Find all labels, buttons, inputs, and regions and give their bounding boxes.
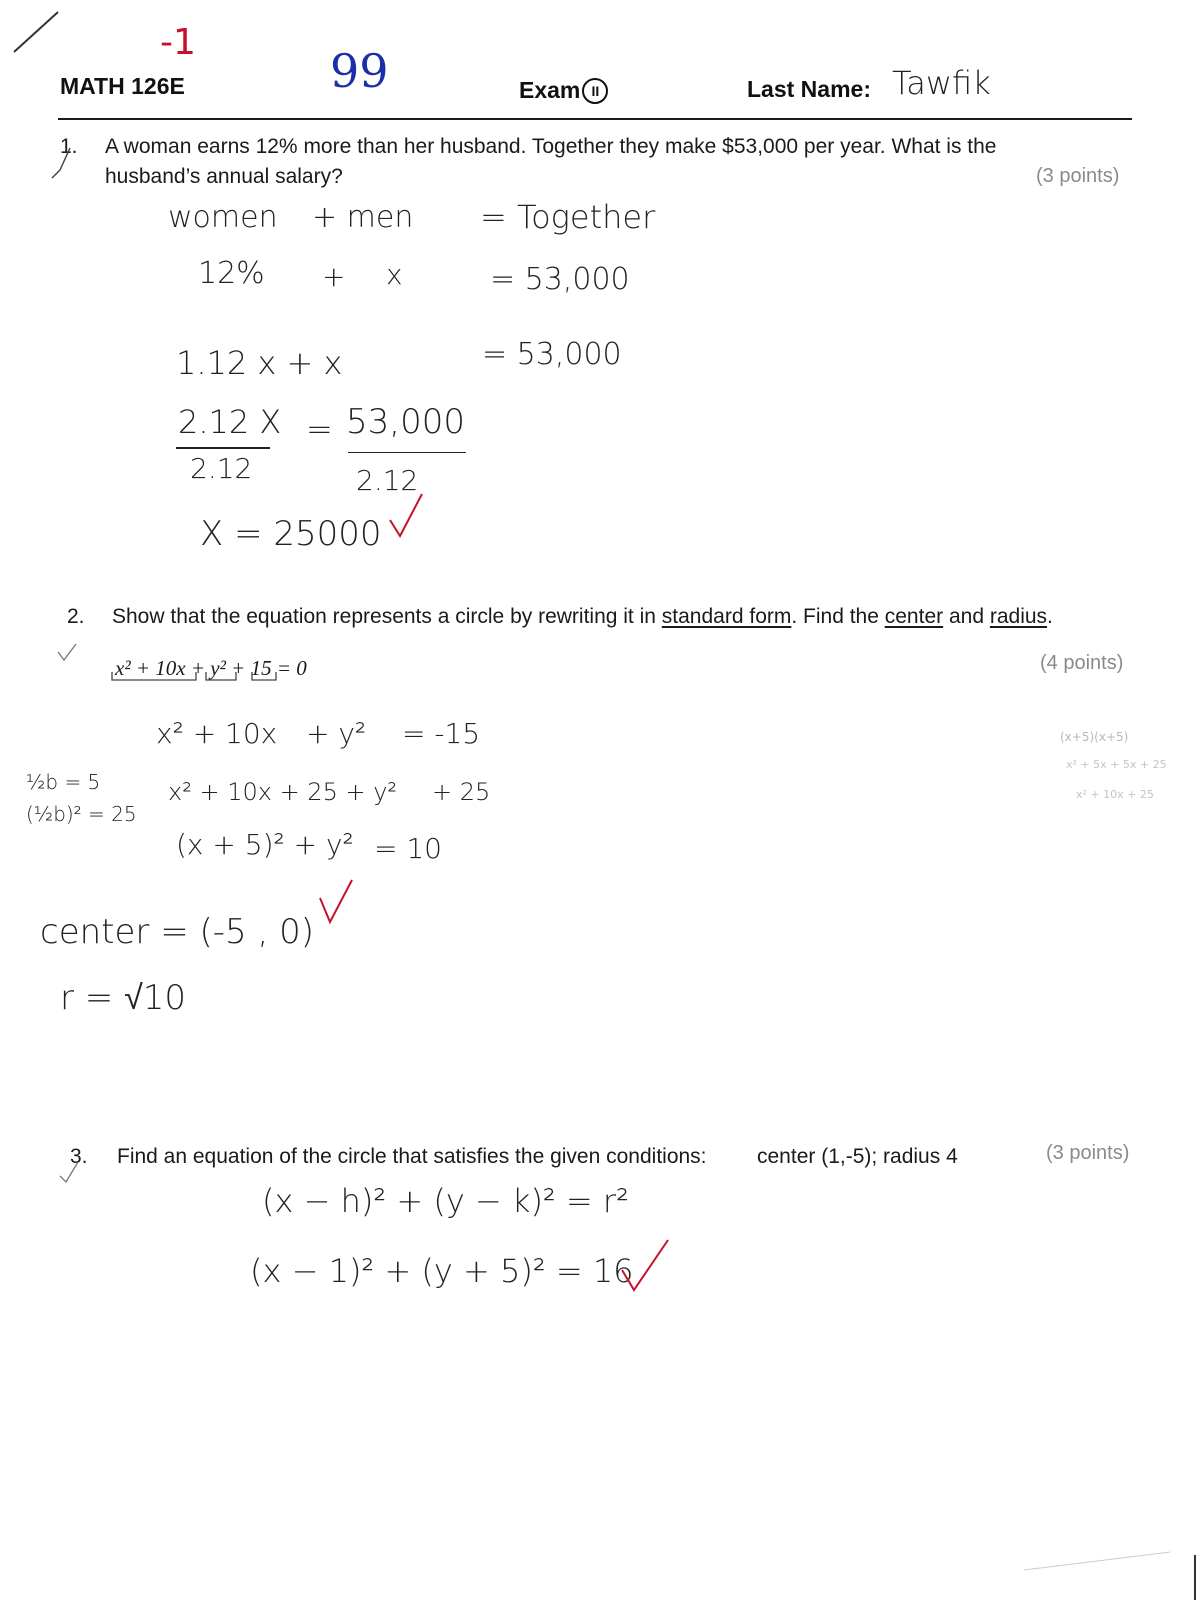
q2-work-line2-lhs: x² + 10x + 25 + y² [168, 778, 398, 806]
q2-text-mid2: and [943, 605, 990, 628]
q1-work-equation: 1.12 x + x [176, 344, 343, 382]
q1-work-fraction-equals: = [306, 410, 333, 448]
q1-number: 1. [60, 135, 78, 158]
q1-work-fraction-numerator: 2.12 X [178, 403, 282, 441]
q2-radius-answer: r = √10 [60, 978, 187, 1018]
q2-work-line1-rhs: = -15 [402, 717, 481, 750]
q2-text-standard-form: standard form [661, 605, 792, 628]
score: 99 [330, 44, 389, 98]
q1-work-women: women [168, 200, 278, 235]
q2-work-line2-rhs: + 25 [432, 778, 491, 806]
q1-red-check-icon [390, 494, 422, 536]
q1-work-together: = Together [480, 198, 656, 236]
last-name-value: Tawfik [892, 64, 991, 102]
exam-number: II [582, 78, 608, 104]
q2-bracket-y-term [206, 672, 236, 680]
q3-grader-check-icon [60, 1162, 78, 1182]
q1-text-line2: husband’s annual salary? [105, 165, 343, 188]
corner-slash-mark [14, 12, 58, 52]
q3-work-answer: (x − 1)² + (y + 5)² = 16 [250, 1252, 634, 1290]
course-title: MATH 126E [60, 73, 185, 99]
q2-text-center: center [884, 605, 944, 628]
exam-label-text: Exam [519, 77, 581, 103]
q1-points: (3 points) [1036, 165, 1120, 187]
page-edge-stroke [1024, 1552, 1170, 1570]
q2-work-line3-lhs: (x + 5)² + y² [176, 828, 354, 861]
q2-points: (4 points) [1040, 652, 1124, 674]
q2-work-line1-y: + y² [306, 717, 367, 750]
q2-center-answer: center = (-5 , 0) [40, 912, 314, 952]
q3-red-check-icon [622, 1240, 668, 1290]
q1-text-line1: A woman earns 12% more than her husband. Together they make $53,000 per year. What is the [105, 135, 997, 158]
q1-work-fraction-denominator: 2.12 [190, 452, 253, 485]
q1-work-men: + men [312, 200, 414, 235]
q1-work-x: x [386, 258, 403, 291]
q2-bracket-constant [252, 672, 276, 680]
q1-work-total: = 53,000 [490, 262, 630, 297]
q2-text-mid1: . Find the [791, 605, 885, 628]
q2-bracket-x-terms [112, 672, 196, 680]
last-name-label: Last Name: [747, 76, 871, 102]
q2-scratch-line2: x² + 5x + 5x + 25 [1066, 758, 1167, 771]
q2-text-end: . [1047, 605, 1053, 628]
q1-work-percent: 12% [198, 256, 265, 291]
q2-work-line3-rhs: = 10 [374, 832, 442, 865]
q1-work-equation-rhs: = 53,000 [482, 337, 622, 372]
q2-text-radius: radius [989, 605, 1048, 628]
q3-work-formula: (x − h)² + (y − k)² = r² [262, 1182, 629, 1220]
q1-grader-check-icon [52, 148, 70, 178]
q1-work-fraction-rhs-denominator: 2.12 [356, 464, 419, 497]
q2-scratch-line3: x² + 10x + 25 [1076, 788, 1154, 801]
q1-work-fraction-rhs-numerator: 53,000 [346, 402, 465, 442]
q3-points: (3 points) [1046, 1142, 1130, 1164]
q3-number: 3. [70, 1145, 88, 1168]
q1-answer: X = 25000 [200, 514, 382, 554]
q2-side-note-half-b-squared: (½b)² = 25 [26, 802, 137, 826]
deduction-mark: -1 [160, 22, 196, 63]
q2-side-note-half-b: ½b = 5 [26, 770, 101, 794]
q2-grader-check-icon [58, 644, 76, 660]
q3-text: Find an equation of the circle that satisfies the given conditions: [117, 1145, 707, 1168]
q2-work-line1-lhs: x² + 10x [156, 717, 278, 750]
q1-work-plus: + [322, 260, 346, 293]
q3-condition: center (1,-5); radius 4 [757, 1145, 958, 1168]
q2-number: 2. [67, 605, 85, 628]
q2-text-pre: Show that the equation represents a circle by rewriting it in [112, 605, 662, 628]
q2-equation: x² + 10x + y² + 15 = 0 [115, 656, 307, 680]
q2-scratch-line1: (x+5)(x+5) [1060, 730, 1129, 744]
q2-red-check-icon [320, 880, 352, 922]
